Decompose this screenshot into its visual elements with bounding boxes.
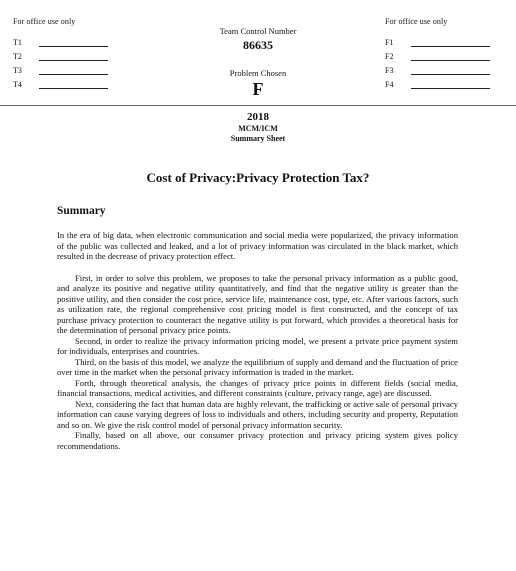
team-control-number: 86635 [243, 38, 273, 52]
problem-chosen-label: Problem Chosen [229, 68, 287, 78]
field-blank-line [411, 54, 490, 61]
field-blank-line [39, 54, 108, 61]
paper-title: Cost of Privacy:Privacy Protection Tax? [146, 170, 370, 185]
summary-paragraph: Next, considering the fact that human data are highly relevant, the trafficking or active sale of personal privacy information can cause varying degrees of loss to individuals and others, including security and property, Reputation and so on. We give the risk control model of personal privacy information security. [57, 398, 458, 430]
contest-name: MCM/ICM [238, 124, 278, 133]
sheet-type: Summary Sheet [230, 134, 286, 143]
field-t4 [13, 75, 108, 89]
field-label: F4 [385, 80, 394, 89]
office-use-right-heading: For office use only [385, 17, 448, 26]
office-use-left [13, 17, 108, 89]
contest-year: 2018 [247, 111, 269, 123]
field-blank-line [39, 82, 108, 89]
field-t2 [13, 47, 108, 61]
field-t1 [13, 33, 108, 47]
summary-paragraph: Second, in order to realize the privacy information pricing model, we present a private price payment system for individuals, enterprises and countries. [57, 335, 458, 356]
summary-paragraph: Finally, based on all above, our consumer privacy protection and privacy pricing system gives policy recommendations. [57, 430, 458, 451]
summary-body [57, 230, 458, 451]
field-label: F1 [385, 38, 394, 47]
header-divider [0, 105, 516, 106]
field-label: T4 [13, 80, 22, 89]
field-label: T2 [13, 52, 22, 61]
summary-heading: Summary [57, 205, 106, 217]
field-blank-line [411, 40, 490, 47]
field-blank-line [411, 68, 490, 75]
team-control-number-label: Team Control Number [219, 26, 297, 36]
problem-chosen-letter: F [252, 79, 264, 99]
field-label: T3 [13, 66, 22, 75]
field-blank-line [39, 68, 108, 75]
field-blank-line [39, 40, 108, 47]
field-f3 [385, 61, 490, 75]
field-f4 [385, 75, 490, 89]
office-use-right [385, 17, 490, 89]
summary-paragraph: First, in order to solve this problem, we proposes to take the personal privacy information as a public good, and analyze its positive and negative utility quantitatively, and find that the negative utility is greater than the positive utility, and then consider the cost price, service life, maintenance cost, type, etc. After various factors, such as utilization rate, the regional comprehensive cost pricing model is first constructed, and the concept of tax purchase privacy protection to counteract the negative utility is put forward, which provides a theoretical basis for the determination of personal privacy price points. [57, 272, 458, 335]
office-use-left-heading: For office use only [13, 17, 76, 26]
field-f2 [385, 47, 490, 61]
field-label: F3 [385, 66, 394, 75]
field-blank-line [411, 82, 490, 89]
field-t3 [13, 61, 108, 75]
field-f1 [385, 33, 490, 47]
summary-paragraph: Forth, through theoretical analysis, the changes of privacy price points in different fields (social media, financial transactions, medical activities, and different constraints (culture, privacy range, age) are discussed. [57, 377, 458, 398]
field-label: T1 [13, 38, 22, 47]
summary-paragraph: In the era of big data, when electronic communication and social media were popularized, the privacy information of the public was collected and leaked, and a lot of privacy information was circulated in the black market, which resulted in the decrease of privacy protection effect. [57, 230, 458, 261]
field-label: F2 [385, 52, 394, 61]
summary-paragraph: Third, on the basis of this model, we analyze the equilibrium of supply and demand and the fluctuation of price over time in the market when the personal privacy information is traded in the market. [57, 356, 458, 377]
